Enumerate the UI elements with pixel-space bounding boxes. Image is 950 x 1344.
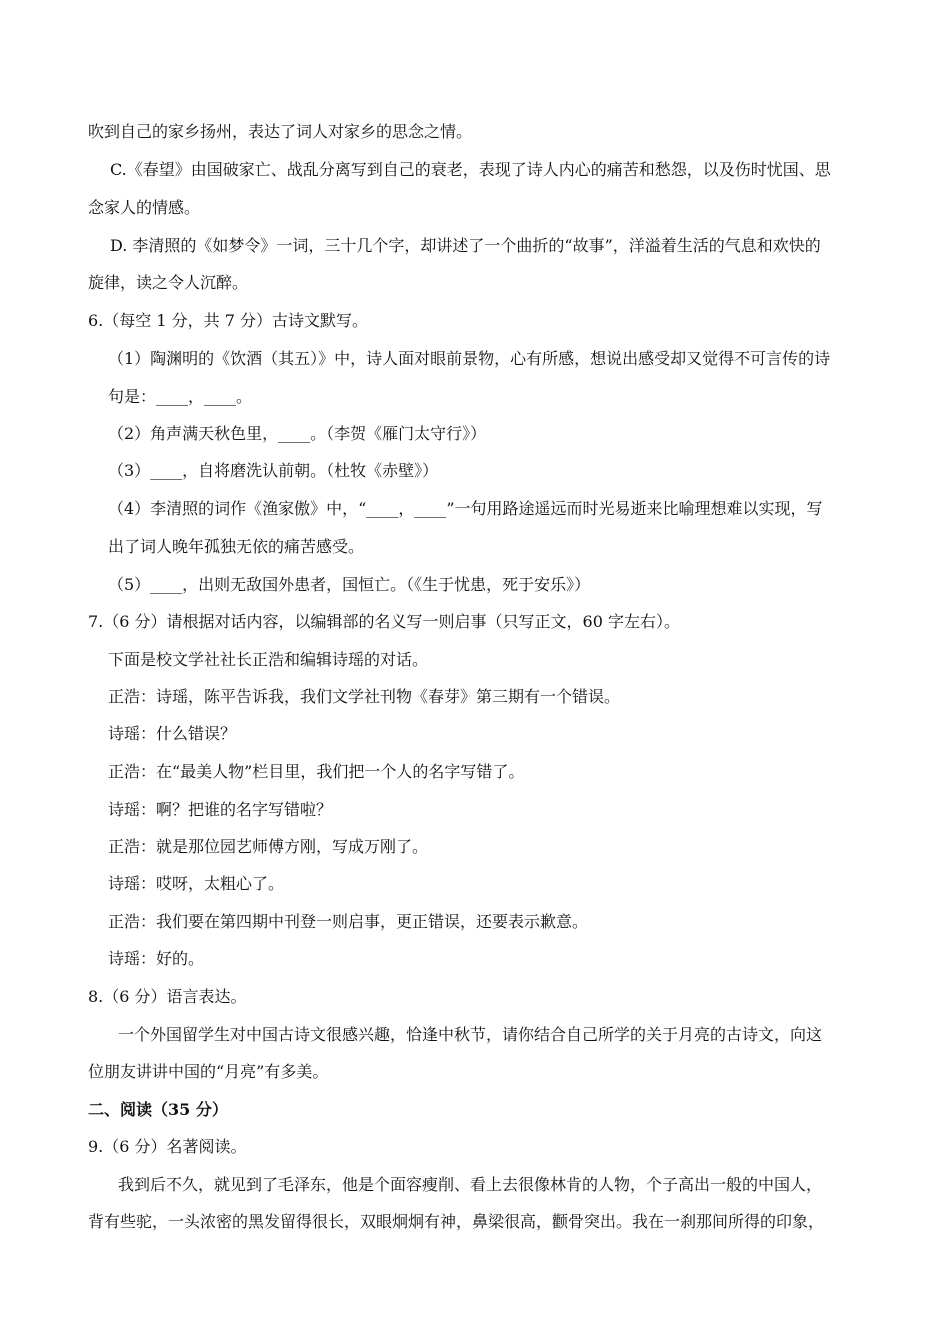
text-line: 7.（6 分）请根据对话内容，以编辑部的名义写一则启事（只写正文，60 字左右）。 <box>88 612 680 631</box>
text-line: 出了词人晚年孤独无依的痛苦感受。 <box>108 537 365 556</box>
text-line: （4）李清照的词作《渔家傲》中，“____，____”一句用路途遥远而时光易逝来比喻理想难以实现，写 <box>108 499 823 518</box>
text-line: （5）____，出则无敌国外患者，国恒亡。（《生于忧患，死于安乐》） <box>108 575 591 594</box>
text-line: 背有些驼，一头浓密的黑发留得很长，双眼炯炯有神，鼻梁很高，颧骨突出。我在一刹那间所得的印象， <box>88 1212 825 1231</box>
text-line: （2）角声满天秋色里，____。（李贺《雁门太守行》） <box>108 424 487 443</box>
text-line: 位朋友讲讲中国的“月亮”有多美。 <box>88 1062 329 1081</box>
text-line: 6.（每空 1 分，共 7 分）古诗文默写。 <box>88 311 368 330</box>
text-line: 诗瑶：好的。 <box>108 949 205 968</box>
text-line: 正浩：就是那位园艺师傅方刚，写成万刚了。 <box>108 837 429 856</box>
text-line: C.《春望》由国破家亡、战乱分离写到自己的衰老，表现了诗人内心的痛苦和愁怨，以及伤时忧国、思 <box>110 160 831 179</box>
text-line: 下面是校文学社社长正浩和编辑诗瑶的对话。 <box>108 650 429 669</box>
text-line: D. 李清照的《如梦令》一词，三十几个字，却讲述了一个曲折的“故事”，洋溢着生活的气息和欢快的 <box>110 236 821 255</box>
text-line: 旋律，读之令人沉醉。 <box>88 273 249 292</box>
text-line: 我到后不久，就见到了毛泽东，他是个面容瘦削、看上去很像林肯的人物，个子高出一般的中国人， <box>118 1175 823 1194</box>
text-line: 正浩：我们要在第四期中刊登一则启事，更正错误，还要表示歉意。 <box>108 912 589 931</box>
text-line: 一个外国留学生对中国古诗文很感兴趣，恰逢中秋节，请你结合自己所学的关于月亮的古诗文，向这 <box>118 1025 823 1044</box>
text-line: 句是：____，____。 <box>108 387 253 406</box>
text-line: 诗瑶：哎呀，太粗心了。 <box>108 874 285 893</box>
text-line: （1）陶渊明的《饮酒（其五）》中，诗人面对眼前景物，心有所感，想说出感受却又觉得不可言传的诗 <box>108 349 831 368</box>
text-line: 吹到自己的家乡扬州，表达了词人对家乡的思念之情。 <box>88 122 473 141</box>
text-line: 念家人的情感。 <box>88 198 201 217</box>
text-line: 诗瑶：什么错误？ <box>108 724 237 743</box>
text-line: （3）____，自将磨洗认前朝。（杜牧《赤壁》） <box>108 461 439 480</box>
text-line: 二、阅读（35 分） <box>88 1100 228 1119</box>
text-line: 正浩：在“最美人物”栏目里，我们把一个人的名字写错了。 <box>108 762 525 781</box>
text-line: 正浩：诗瑶，陈平告诉我，我们文学社刊物《春芽》第三期有一个错误。 <box>108 687 621 706</box>
text-line: 8.（6 分）语言表达。 <box>88 987 247 1006</box>
text-line: 9.（6 分）名著阅读。 <box>88 1137 247 1156</box>
text-line: 诗瑶：啊？把谁的名字写错啦？ <box>108 800 333 819</box>
